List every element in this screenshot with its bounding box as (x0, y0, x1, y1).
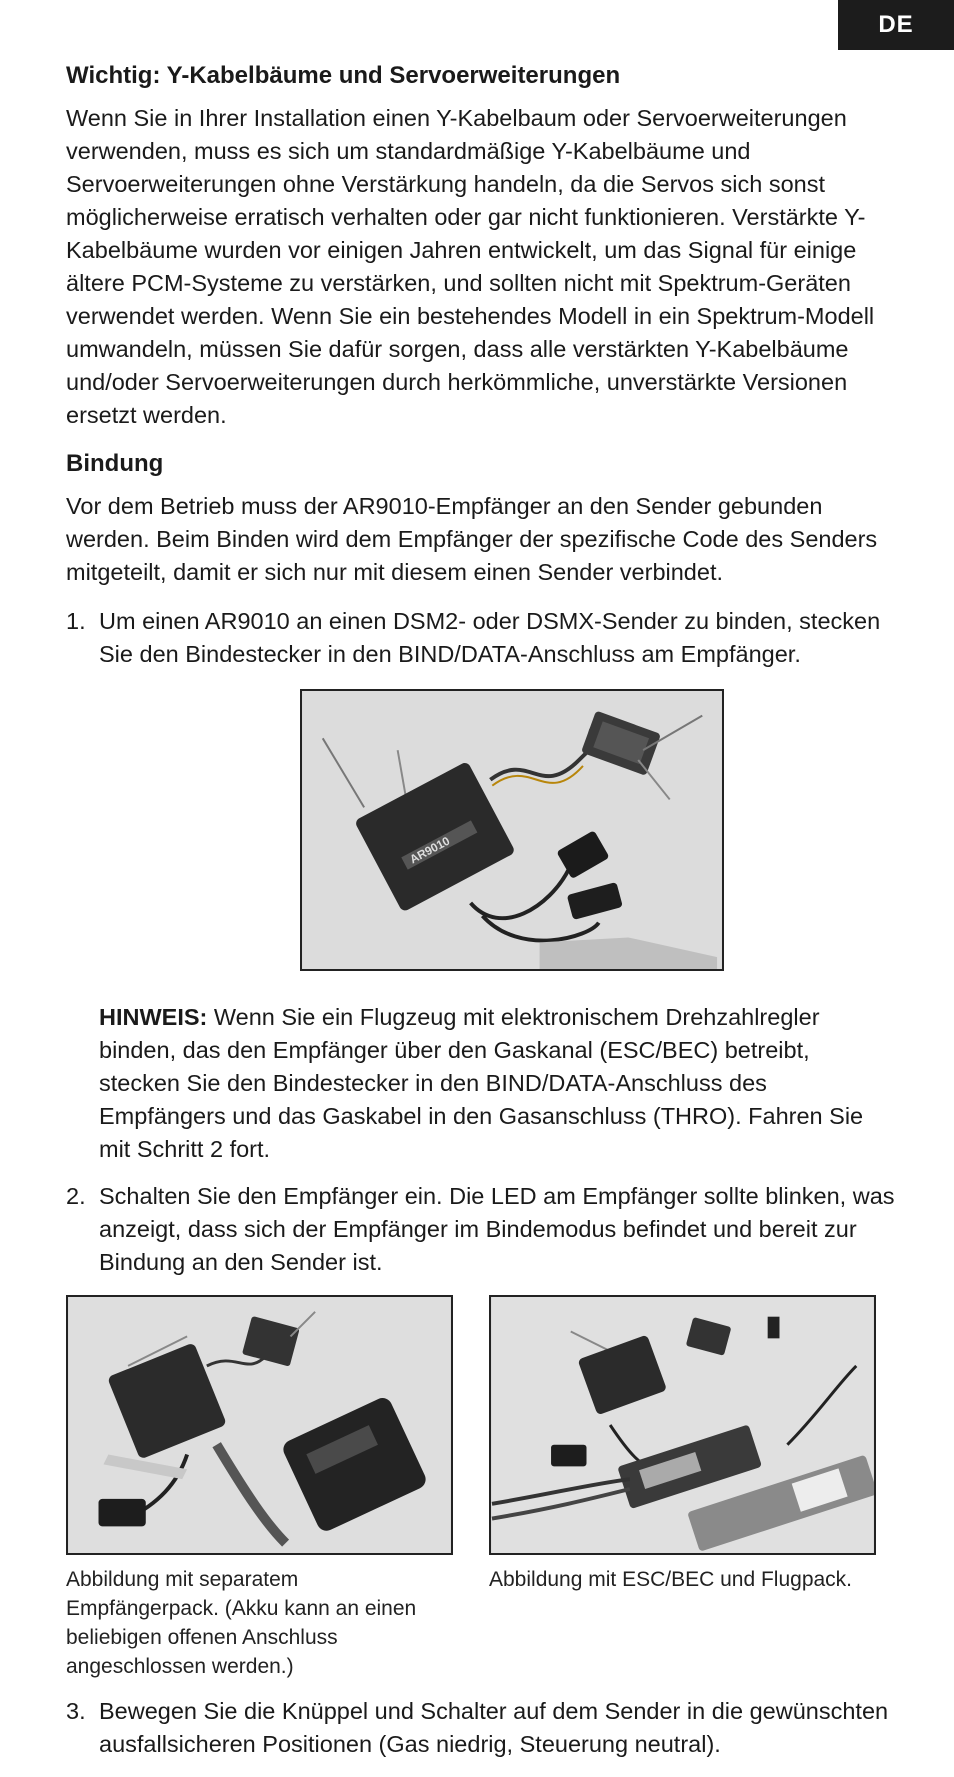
photo-receiver-bind-plug (300, 689, 724, 971)
list-item-step-1 (66, 605, 896, 671)
photo-column-left (66, 1295, 453, 1681)
notice-label: HINWEIS: (99, 1004, 208, 1030)
list-item-step-2 (66, 1180, 896, 1279)
step-text: Bewegen Sie die Knüppel und Schalter auf dem Sender in die gewünschten ausfallsicheren Positionen (Gas niedrig, Steuerung neutral). (99, 1698, 889, 1757)
photo-row (66, 1295, 896, 1681)
section-heading-y-harness: Wichtig: Y-Kabelbäume und Servoerweiterungen (66, 62, 621, 89)
step-text: Um einen AR9010 an einen DSM2- oder DSMX-Sender zu binden, stecken Sie den Bindestecker in den BIND/DATA-Anschluss am Empfänger. (99, 608, 881, 667)
photo-receiver-battery-pack (66, 1295, 453, 1555)
receiver-battery-illustration (68, 1297, 451, 1553)
step-text: Schalten Sie den Empfänger ein. Die LED am Empfänger sollte blinken, was anzeigt, dass sich der Empfänger im Bindemodus befindet und bereit zur Bindung an den Sender ist. (99, 1183, 895, 1275)
caption-esc-flightpack: Abbildung mit ESC/BEC und Flugpack. (489, 1568, 853, 1591)
notice-paragraph (99, 1001, 896, 1166)
section-heading-binding: Bindung (66, 450, 164, 477)
list-item-step-3 (66, 1695, 896, 1761)
language-tab: DE (838, 0, 954, 50)
page-content (66, 60, 896, 1773)
receiver-photo-illustration (302, 691, 722, 969)
step-number: 2. (66, 1183, 86, 1209)
paragraph-binding-intro: Vor dem Betrieb muss der AR9010-Empfänger an den Sender gebunden werden. Beim Binden wird dem Empfänger der spezifische Code des Senders mitgeteilt, damit er sich nur mit diesem einen Sender verbindet. (66, 493, 878, 585)
photo-esc-flight-pack (489, 1295, 876, 1555)
paragraph-y-harness: Wenn Sie in Ihrer Installation einen Y-Kabelbaum oder Servoerweiterungen verwenden, muss es sich um standardmäßige Y-Kabelbäume und Servoerweiterungen ohne Verstärkung handeln, da die Servos sich sonst möglicherweise erratisch verhalten oder gar nicht funktionieren. Verstärkte Y-Kabelbäume wurden vor einigen Jahren entwickelt, um das Signal für einige ältere PCM-Systeme zu verstärken, und sollten nicht mit Spektrum-Geräten verwendet werden. Wenn Sie ein bestehendes Modell in ein Spektrum-Modell umwandeln, müssen Sie dafür sorgen, dass alle verstärkten Y-Kabelbäume und/oder Servoerweiterungen durch herkömmliche, unverstärkte Versionen ersetzt werden. (66, 105, 875, 428)
esc-flightpack-illustration (491, 1297, 874, 1553)
step-number: 1. (66, 608, 86, 634)
photo-column-right (489, 1295, 876, 1681)
receiver-label: AR9010 (407, 833, 453, 867)
notice-text: Wenn Sie ein Flugzeug mit elektronischem Drehzahlregler binden, das den Empfänger über den Gaskanal (ESC/BEC) betreibt, stecken Sie den Bindestecker in den BIND/DATA-Anschluss des Empfängers und das Gaskabel in den Gasanschluss (THRO). Fahren Sie mit Schritt 2 fort. (99, 1004, 864, 1162)
caption-receiver-pack: Abbildung mit separatem Empfängerpack. (Akku kann an einen beliebigen offenen Anschluss angeschlossen werden.) (66, 1568, 417, 1678)
step-number: 3. (66, 1698, 86, 1724)
